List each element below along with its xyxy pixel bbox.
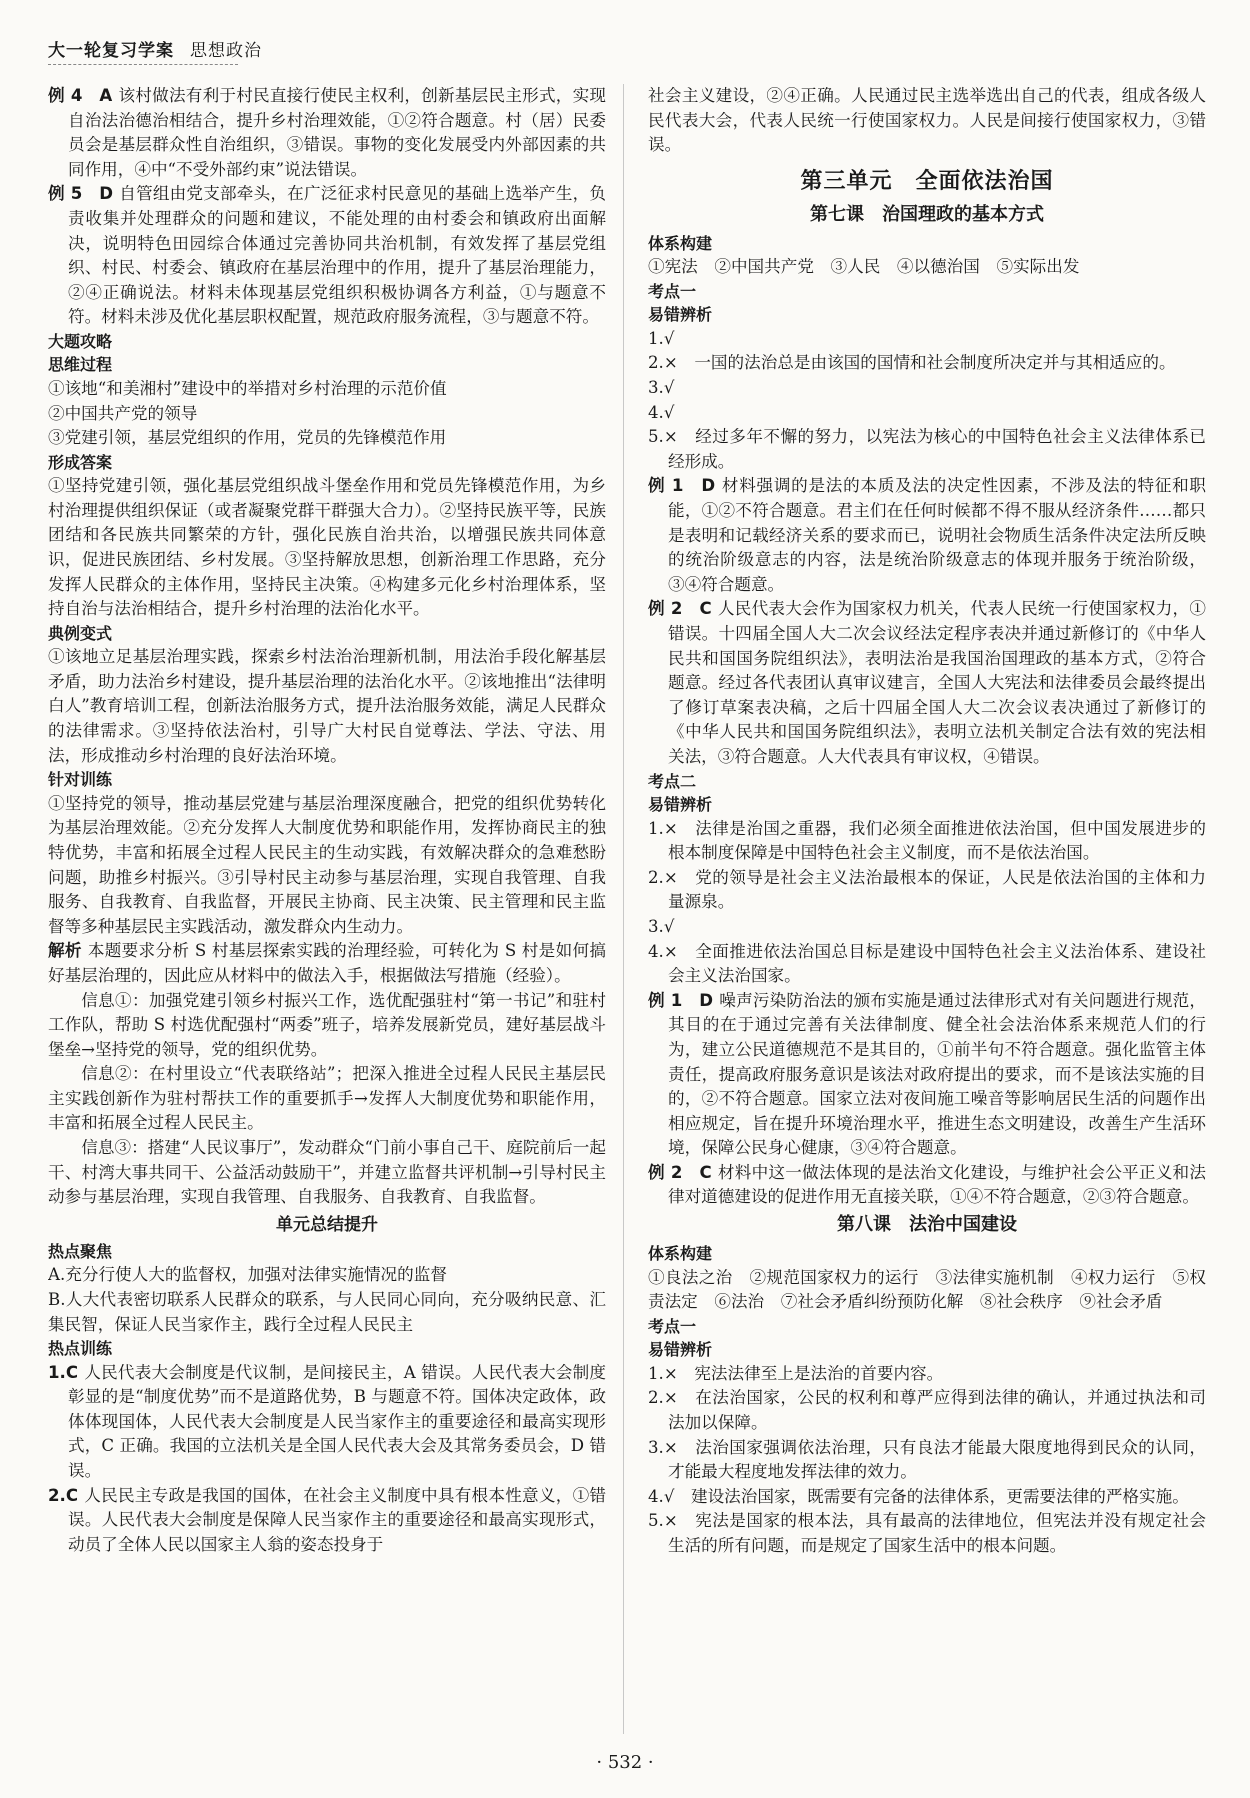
page-number: · 532 ·: [596, 1752, 654, 1773]
error-item-3: 3.√: [648, 378, 675, 398]
example-4-label: 例 4 A: [48, 86, 113, 105]
thinking-3: ③党建引领，基层党组织的作用，党员的先锋模范作用: [48, 428, 447, 448]
thinking-2: ②中国共产党的领导: [48, 403, 198, 423]
continued-text: 社会主义建设，②④正确。人民通过民主选举选出自己的代表，组成各级人民代表大会，代表人民统一行使国家权力。人民是间接行使国家权力，③错误。: [648, 86, 1206, 155]
variant-text: ①该地立足基层治理实践，探索乡村法治治理新机制，用法治手段化解基层矛盾，助力法治乡村建设，提升基层治理的法治化水平。②该地推出“法律明白人”教育培训工程，创新法治服务方式，提升法治服务效能，满足人民群众的法律需求。③坚持依法治村，引导广大村民自觉尊法、学法、守法、用法，形成推动乡村治理的良好法治环境。: [48, 647, 606, 765]
heading-error-8: 易错辨析: [648, 1340, 713, 1360]
heading-point-1: 考点一: [648, 281, 697, 301]
heading-training: 针对训练: [48, 770, 113, 790]
hot-question-2-text: 人民民主专政是我国的国体，在社会主义制度中具有根本性意义，①错误。人民代表大会制度是保障人民当家作主的重要途径和最高实现形式，动员了全体人民以国家主人翁的姿态投身于: [68, 1485, 606, 1554]
heading-point-2: 考点二: [648, 771, 697, 791]
example-2-label: 例 2 C: [648, 599, 712, 619]
answer-text: ①坚持党建引领，强化基层党组织战斗堡垒作用和党员先锋模范作用，为乡村治理提供组织保证（或者凝聚党群干群强大合力）。②坚持民族平等，民族团结和各民族共同繁荣的方针，强化民族自治共治，以增强民族共同体意识，促进民族团结、乡村发展。③坚持解放思想，创新治理工作思路，充分发挥人民群众的主体作用，坚持民主决策。④构建多元化乡村治理体系，坚持自治与法治相结合，提升乡村治理的法治化水平。: [48, 476, 606, 619]
example-1-label: 例 1 D: [648, 476, 716, 496]
error-item-4: 4.√: [648, 402, 675, 422]
point2-item-1: 1.× 法律是治国之重器，我们必须全面推进依法治国，但中国发展进步的根本制度保障是中国特色社会主义制度，而不是依法治国。: [648, 818, 1206, 863]
example-2-text: 人民代表大会作为国家权力机关，代表人民统一行使国家权力，①错误。十四届全国人大二次会议经法定程序表决并通过新修订的《中华人民共和国国务院组织法》，表明法治是我国治国理政的基本方式，②符合题意。经过各代表团认真审议建言，全国人大宪法和法律委员会最终提出了修订草案表决稿，之后十四届全国人大二次会议表决通过了新修订的《中华人民共和国国务院组织法》，表明立法机关制定合法有效的宪法相关法，③符合题意。人大代表具有审议权，④错误。: [668, 599, 1206, 766]
heading-system-7: 体系构建: [648, 233, 713, 253]
hot-focus-b: B.人大代表密切联系人民群众的联系，与人民同心同向，充分吸纳民意、汇集民智，保证人民当家作主，践行全过程人民民主: [48, 1289, 606, 1334]
system-8-items: ①良法之治 ②规范国家权力的运行 ③法律实施机制 ④权力运行 ⑤权责法定 ⑥法治 ⑦社会矛盾纠纷预防化解 ⑧社会秩序 ⑨社会矛盾: [648, 1267, 1206, 1312]
lesson8-item-2: 2.× 在法治国家，公民的权利和尊严应得到法律的确认，并通过执法和司法加以保障。: [648, 1388, 1206, 1432]
heading-hot-focus: 热点聚焦: [48, 1241, 113, 1261]
info-1: 信息①：加强党建引领乡村振兴工作，选优配强驻村“第一书记”和驻村工作队，帮助 S 村选优配强村“两委”班子，培养发展新党员，建好基层战斗堡垒→坚持党的领导，党的组织优势。: [48, 990, 606, 1059]
lesson8-item-4: 4.√ 建设法治国家，既需要有完备的法律体系，更需要法律的严格实施。: [648, 1486, 1189, 1506]
example-5: [48, 182, 606, 330]
training-text: ①坚持党的领导，推动基层党建与基层治理深度融合，把党的组织优势转化为基层治理效能。②充分发挥人大制度优势和职能作用，发挥协商民主的独特优势，丰富和拓展全过程人民民主的生动实践，有效解决群众的急难愁盼问题，助推乡村振兴。③引导村民主动参与基层治理，实现自我管理、自我服务、自我教育、自我监督，开展民主协商、民主决策、民主管理和民主监督等多种基层民主实践活动，激发群众内生动力。: [48, 793, 606, 936]
point2-item-2: 2.× 党的领导是社会主义法治最根本的保证，人民是依法治国的主体和力量源泉。: [648, 867, 1206, 912]
analysis: [48, 939, 606, 988]
hot-focus-a: A.充分行使人大的监督权，加强对法律实施情况的监督: [48, 1265, 447, 1285]
header-rule: [48, 64, 238, 65]
hot-question-2: [48, 1484, 606, 1558]
system-7-items: ①宪法 ②中国共产党 ③人民 ④以德治国 ⑤实际出发: [648, 257, 1080, 277]
example-4: [48, 84, 606, 182]
point2-item-4: 4.× 全面推进依法治国总目标是建设中国特色社会主义法治体系、建设社会主义法治国家。: [648, 941, 1206, 986]
hot-question-1: [48, 1361, 606, 1484]
hot-question-2-label: 2.C: [48, 1485, 79, 1505]
unit-3-title: 第三单元 全面依法治国: [800, 168, 1054, 194]
point2-example-2-text: 材料中这一做法体现的是法治文化建设，与维护社会公平正义和法律对道德建设的促进作用无直接关联，①④不符合题意，②③符合题意。: [668, 1162, 1206, 1207]
lesson8-item-3: 3.× 法治国家强调依法治理，只有良法才能最大限度地得到民众的认同，才能最大程度地发挥法律的效力。: [648, 1437, 1206, 1482]
lesson8-item-5: 5.× 宪法是国家的根本法，具有最高的法律地位，但宪法并没有规定社会生活的所有问题，而是规定了国家生活中的根本问题。: [648, 1511, 1206, 1555]
example-1-text: 材料强调的是法的本质及法的决定性因素，不涉及法的特征和职能，①②不符合题意。君主们在任何时候都不得不服从经济条件……都只是表明和记载经济关系的要求而已，说明社会物质生活条件决定法所反映的统治阶级意志的内容，法是统治阶级意志的体现并服务于统治阶级，③④符合题意。: [668, 476, 1206, 594]
example-2: [648, 597, 1206, 769]
error-item-2: 2.× 一国的法治总是由该国的国情和社会制度所决定并与其相适应的。: [648, 353, 1176, 373]
page-header: [48, 36, 1208, 66]
hot-question-1-text: 人民代表大会制度是代议制，是间接民主，A 错误。人民代表大会制度彰显的是“制度优势”而不是道路优势，B 与题意不符。国体决定政体，政体体现国体，人民代表大会制度是人民当家作主的重要途径和最高实现形式，C 正确。我国的立法机关是全国人民代表大会及其常务委员会，D 错误。: [68, 1362, 606, 1480]
example-4-text: 该村做法有利于村民直接行使民主权利，创新基层民主形式，实现自治法治德治相结合，提升乡村治理效能，①②符合题意。村（居）民委员会是基层群众性自治组织，③错误。事物的变化发展受内外部因素的共同作用，④中“不受外部约束”说法错误。: [68, 86, 606, 179]
book-series-title: 大一轮复习学案: [48, 41, 174, 61]
right-column: [648, 84, 1206, 1734]
point2-example-2: [648, 1161, 1206, 1210]
info-3: 信息③：搭建“人民议事厅”，发动群众“门前小事自己干、庭院前后一起干、村湾大事共同干、公益活动鼓励干”，并建立监督共评机制→引导村民主动参与基层治理，实现自我管理、自我服务、自我教育、自我监督。: [48, 1138, 606, 1207]
subject-title: 思想政治: [190, 41, 262, 61]
info-2: 信息②：在村里设立“代表联络站”；把深入推进全过程人民民主基层民主实践创新作为驻村帮扶工作的重要抓手→发挥人大制度优势和职能作用，丰富和拓展全过程人民民主。: [48, 1064, 606, 1133]
point2-example-1: [648, 989, 1206, 1161]
heading-point-8: 考点一: [648, 1316, 697, 1336]
heading-hot-training: 热点训练: [48, 1339, 113, 1359]
point2-example-1-text: 噪声污染防治法的颁布实施是通过法律形式对有关问题进行规范，其目的在于通过完善有关法律制度、健全社会法治体系来规范人们的行为，建立公民道德规范不是其目的，①前半句不符合题意。强化监管主体责任，提高政府服务意识是该法对政府提出的要求，而不是该法实施的目的，②不符合题意。国家立法对夜间施工噪音等影响居民生活的问题作出相应规定，旨在提升环境治理水平，推进生态文明建设，改善生产生活环境，保障公民身心健康，③④符合题意。: [668, 990, 1206, 1158]
heading-thinking: 思维过程: [48, 355, 113, 375]
lesson8-item-1: 1.× 宪法法律至上是法治的首要内容。: [648, 1363, 944, 1383]
point2-example-1-label: 例 1 D: [648, 990, 714, 1010]
example-5-text: 自管组由党支部牵头，在广泛征求村民意见的基础上选举产生，负责收集并处理群众的问题和建议，不能处理的由村委会和镇政府出面解决，说明特色田园综合体通过完善协同共治机制，有效发挥了基层党组织、村民、村委会、镇政府在基层治理中的作用，提升了基层治理能力，②④正确说法。材料未体现基层党组织积极协调各方利益，①与题意不符。材料未涉及优化基层职权配置，规范政府服务流程，③与题意不符。: [68, 184, 606, 327]
heading-error-1: 易错辨析: [648, 305, 713, 325]
analysis-label: 解析: [48, 941, 82, 961]
example-1: [648, 474, 1206, 597]
analysis-text: 本题要求分析 S 村基层探索实践的治理经验，可转化为 S 村是如何搞好基层治理的，因此应从材料中的做法入手，根据做法写措施（经验）。: [48, 941, 606, 985]
heading-error-2: 易错辨析: [648, 795, 713, 815]
hot-question-1-label: 1.C: [48, 1362, 79, 1382]
unit-summary-title: 单元总结提升: [276, 1214, 378, 1235]
thinking-1: ①该地“和美湘村”建设中的举措对乡村治理的示范价值: [48, 378, 447, 398]
example-5-label: 例 5 D: [48, 184, 114, 204]
heading-answer: 形成答案: [48, 452, 113, 472]
lesson-7-title: 第七课 治国理政的基本方式: [810, 203, 1044, 225]
point2-example-2-label: 例 2 C: [648, 1162, 712, 1182]
heading-variant: 典例变式: [48, 623, 113, 643]
column-divider: [623, 84, 624, 1734]
error-item-1: 1.√: [648, 328, 675, 348]
left-column: [48, 84, 606, 1734]
heading-system-8: 体系构建: [648, 1244, 713, 1264]
point2-item-3: 3.√: [648, 916, 675, 936]
error-item-5: 5.× 经过多年不懈的努力，以宪法为核心的中国特色社会主义法律体系已经形成。: [648, 427, 1206, 471]
heading-big-question: 大题攻略: [48, 331, 113, 351]
lesson-8-title: 第八课 法治中国建设: [837, 1214, 1017, 1236]
